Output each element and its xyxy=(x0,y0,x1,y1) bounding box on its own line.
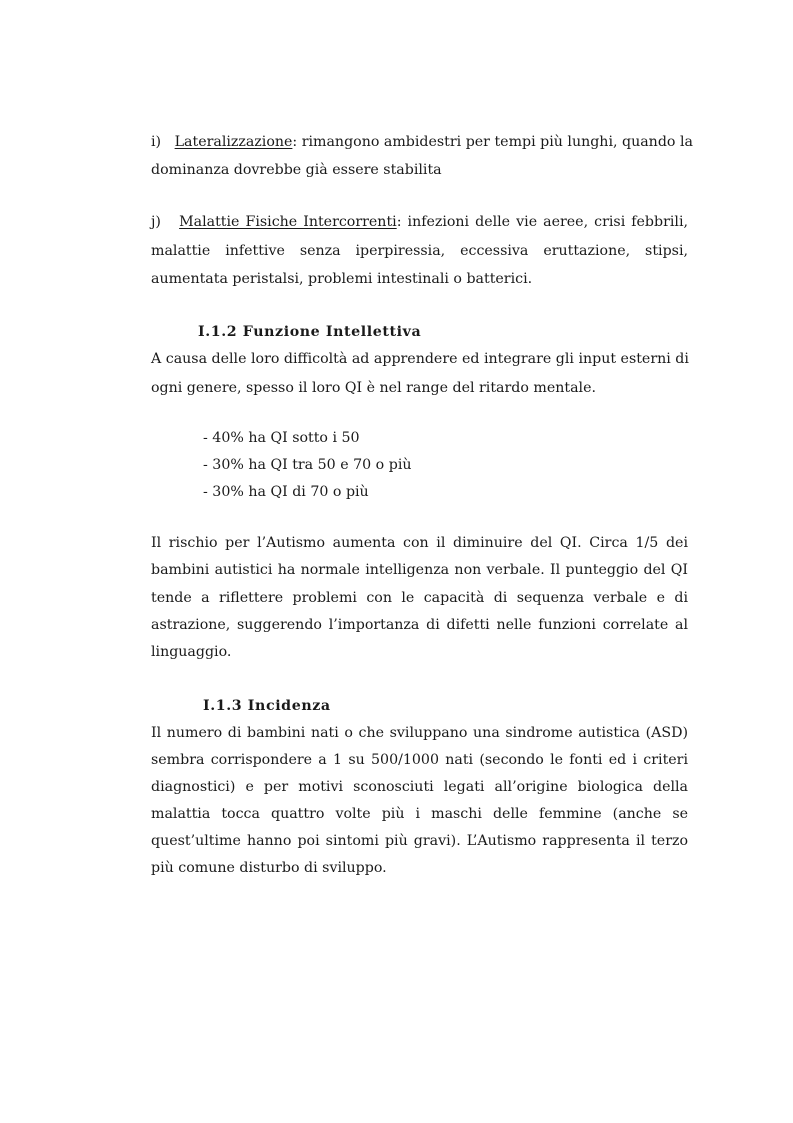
list-item: - 40% ha QI sotto i 50 xyxy=(203,430,360,446)
paragraph-line: ogni genere, spesso il loro QI è nel range del ritardo mentale. xyxy=(151,380,596,396)
paragraph-line: diagnostici) e per motivi sconosciuti legati all’origine biologica della xyxy=(151,779,688,795)
item-j-text: : infezioni delle vie aeree, crisi febbrili, xyxy=(396,214,689,230)
paragraph-line: quest’ultime hanno poi sintomi più gravi). L’Autismo rappresenta il terzo xyxy=(151,833,688,849)
item-j-line-3: aumentata peristalsi, problemi intestinali o batterici. xyxy=(151,271,533,287)
paragraph-line: Il rischio per l’Autismo aumenta con il diminuire del QI. Circa 1/5 dei xyxy=(151,535,688,551)
paragraph-line: più comune disturbo di sviluppo. xyxy=(151,860,387,876)
paragraph-line: A causa delle loro difficoltà ad apprendere ed integrare gli input esterni di xyxy=(151,351,689,367)
item-j-term: Malattie Fisiche Intercorrenti xyxy=(179,214,397,230)
paragraph-line: bambini autistici ha normale intelligenza non verbale. Il punteggio del QI xyxy=(151,562,688,578)
item-i-text: : rimangono ambidestri per tempi più lunghi, quando la xyxy=(292,134,693,150)
paragraph-line: malattia tocca quattro volte più i maschi delle femmine (anche se xyxy=(151,806,688,822)
paragraph-line: linguaggio. xyxy=(151,644,232,660)
section-heading-incidenza: I.1.3 Incidenza xyxy=(203,698,331,714)
item-j-line-2: malattie infettive senza iperpiressia, eccessiva eruttazione, stipsi, xyxy=(151,243,688,259)
item-i-term: Lateralizzazione xyxy=(174,134,293,150)
paragraph-line: Il numero di bambini nati o che sviluppano una sindrome autistica (ASD) xyxy=(151,725,688,741)
item-i-line-1 xyxy=(151,132,693,152)
paragraph-line: sembra corrispondere a 1 su 500/1000 nati (secondo le fonti ed i criteri xyxy=(151,752,688,768)
list-item: - 30% ha QI tra 50 e 70 o più xyxy=(203,457,412,473)
list-item: - 30% ha QI di 70 o più xyxy=(203,484,369,500)
item-i-marker: i) xyxy=(151,134,162,150)
section-heading-funzione-intellettiva: I.1.2 Funzione Intellettiva xyxy=(198,324,422,340)
item-j-line-1 xyxy=(151,212,688,232)
item-j-marker: j) xyxy=(151,214,161,230)
item-i-line-2: dominanza dovrebbe già essere stabilita xyxy=(151,162,442,178)
paragraph-line: tende a riflettere problemi con le capacità di sequenza verbale e di xyxy=(151,590,688,606)
paragraph-line: astrazione, suggerendo l’importanza di difetti nelle funzioni correlate al xyxy=(151,617,688,633)
